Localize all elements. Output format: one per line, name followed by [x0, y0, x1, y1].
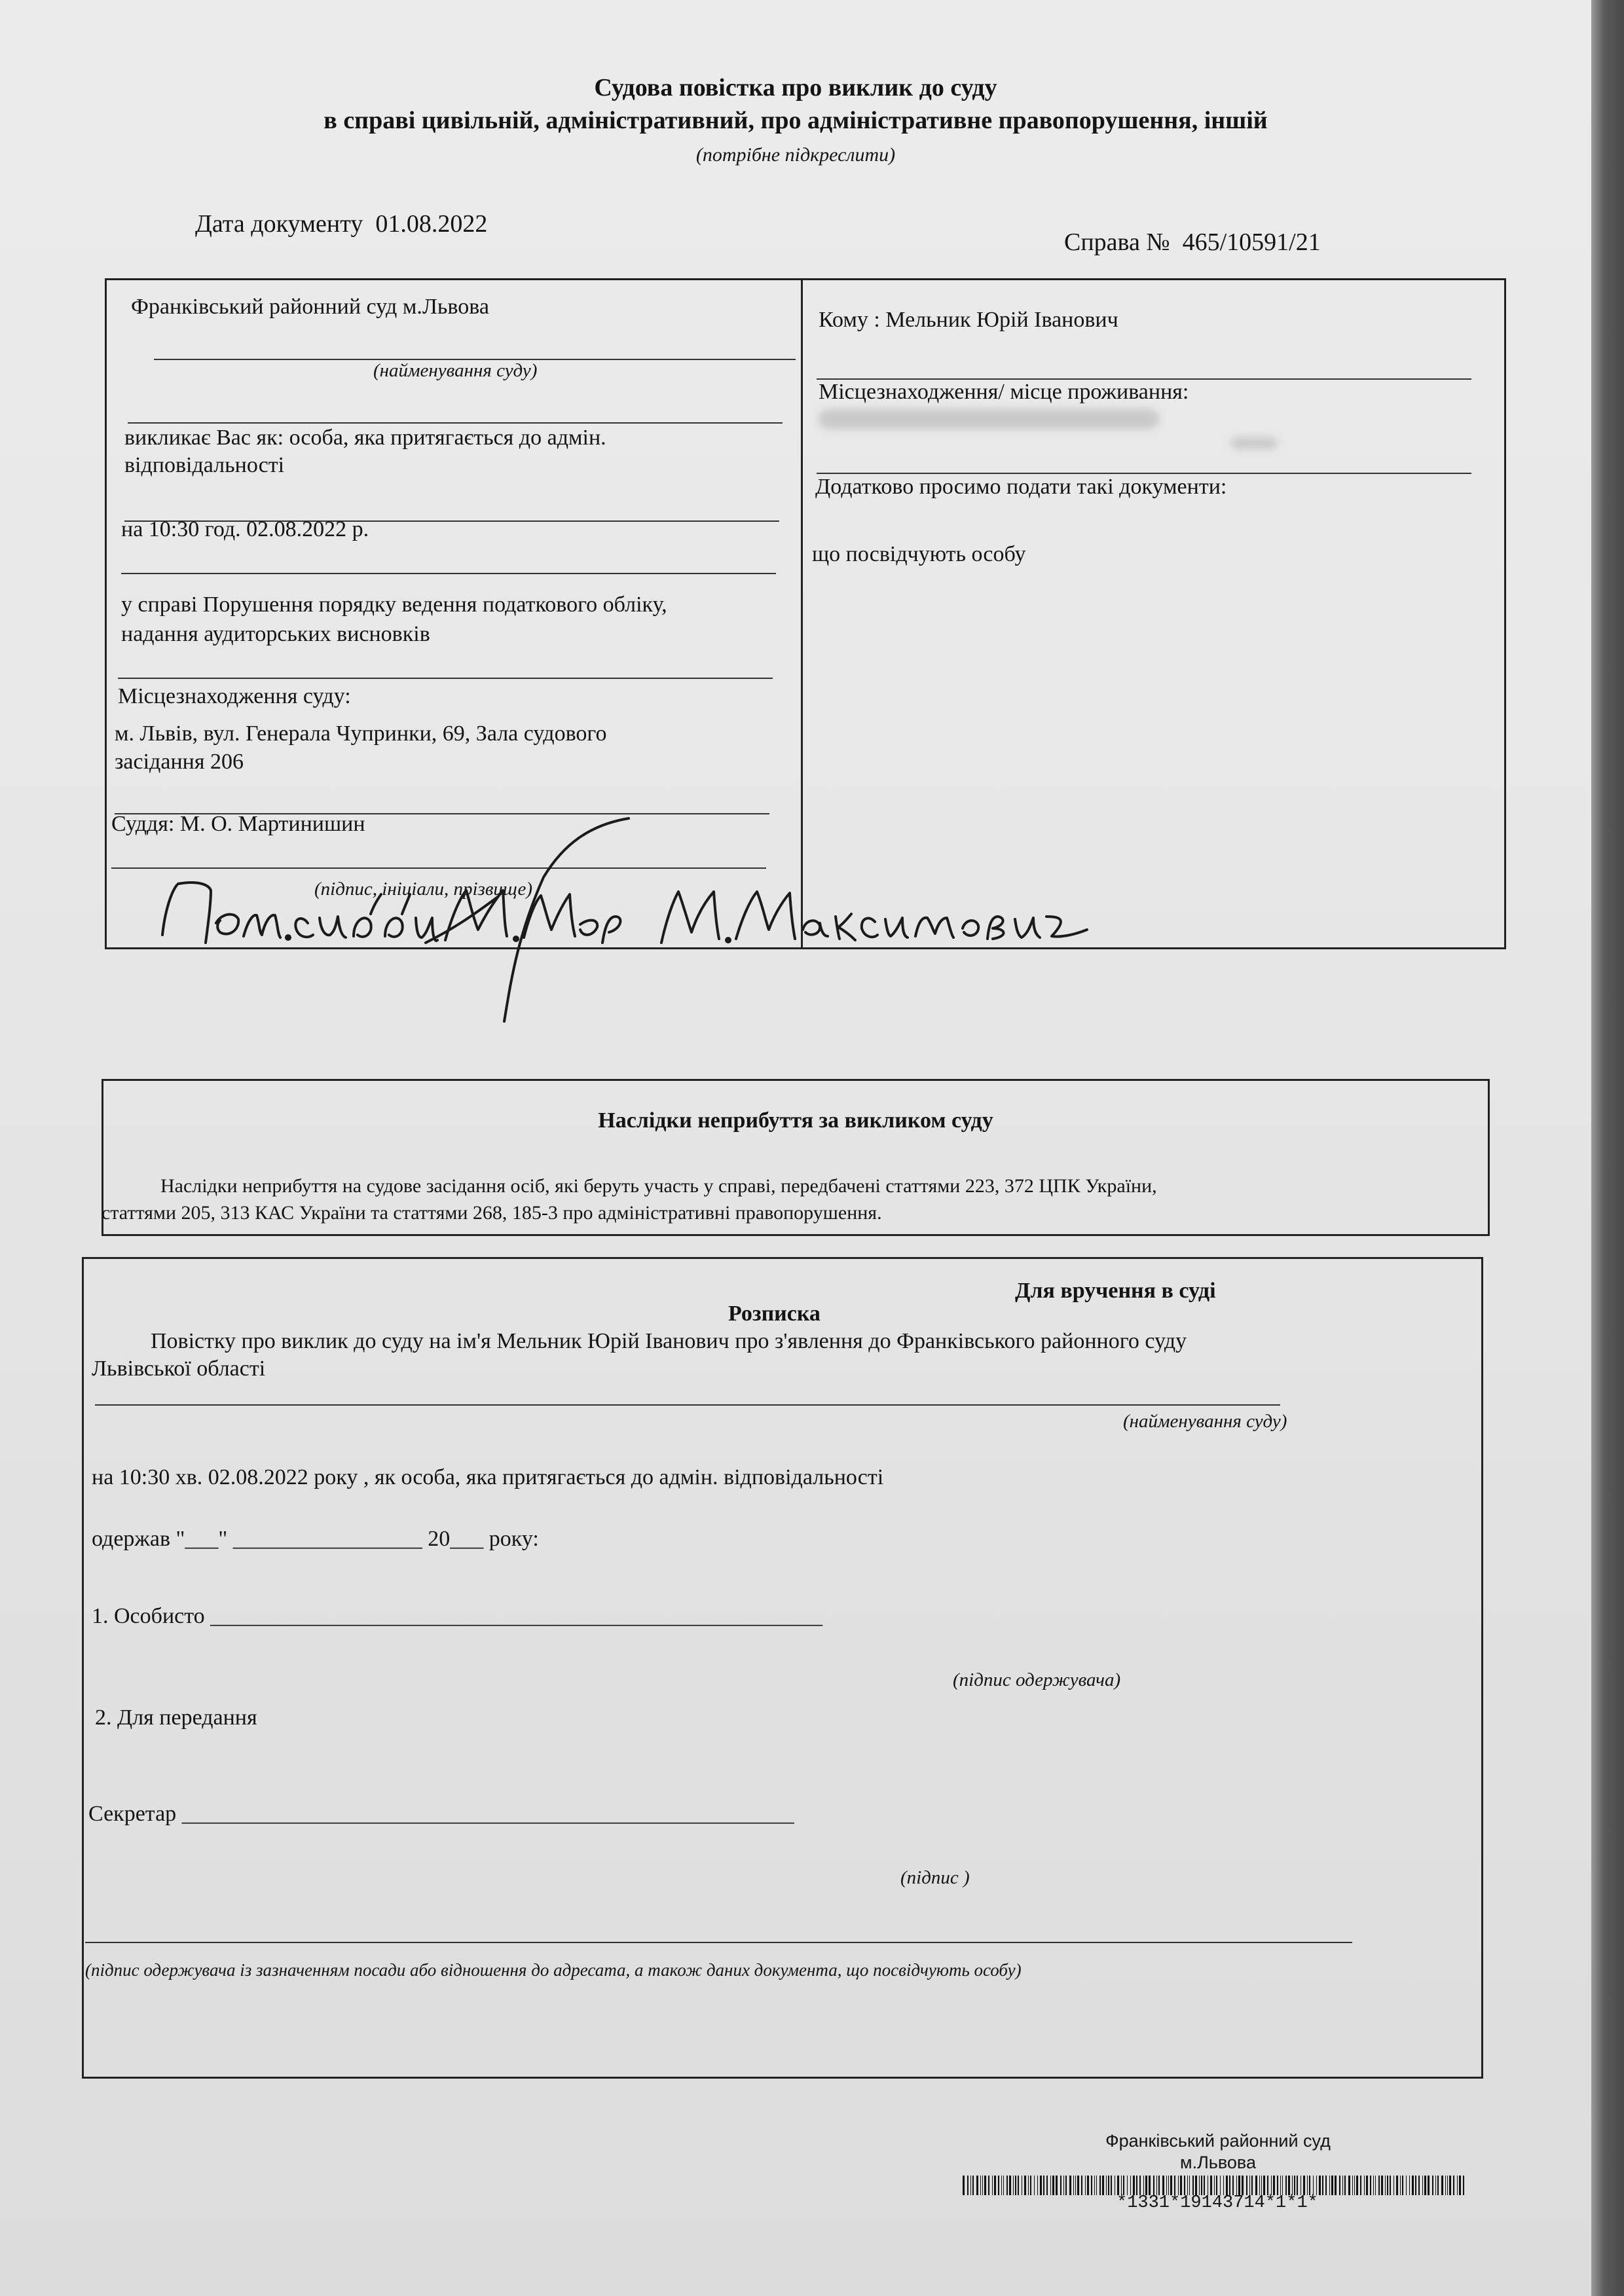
barcode-bar [994, 2176, 996, 2195]
barcode-bar [1013, 2176, 1014, 2195]
signature-caption: (підпис, ініціали, прізвище) [314, 879, 533, 900]
barcode-bar [1052, 2176, 1054, 2195]
barcode-bar [1216, 2176, 1217, 2195]
doc-date-value: 01.08.2022 [375, 210, 488, 238]
barcode-bar [1422, 2176, 1423, 2195]
extra-docs-value: що посвідчують особу [812, 542, 1026, 566]
barcode-bar [1329, 2176, 1330, 2195]
receipt-box [82, 1257, 1483, 2079]
barcode-bar [1255, 2176, 1257, 2195]
barcode-bar [1322, 2176, 1323, 2195]
barcode-bar [1226, 2176, 1228, 2195]
barcode-bar [1102, 2176, 1104, 2195]
barcode-bar [1375, 2176, 1376, 2195]
barcode-bar [1409, 2176, 1410, 2195]
barcode-bar [1111, 2176, 1112, 2195]
barcode-bar [1261, 2176, 1262, 2195]
barcode-bar [1170, 2176, 1172, 2195]
barcode-bar [1356, 2176, 1358, 2195]
barcode-bar [1145, 2176, 1147, 2195]
court-location-line1: м. Львів, вул. Генерала Чупринки, 69, Зала судового [115, 721, 607, 746]
barcode-bar [1285, 2176, 1287, 2195]
barcode-bar [1081, 2176, 1082, 2195]
receipt-text-line1: Повістку про виклик до суду на ім'я Мельник Юрій Іванович про з'явлення до Франківського районного суду [151, 1329, 1187, 1353]
barcode-bar [1156, 2176, 1157, 2195]
doc-date-label: Дата документу [195, 210, 363, 238]
barcode-bar [1441, 2176, 1443, 2195]
barcode-bar [1096, 2176, 1097, 2195]
barcode [963, 2176, 1467, 2195]
barcode-bar [1344, 2176, 1346, 2195]
barcode-bar [1050, 2176, 1051, 2195]
barcode-bar [1065, 2176, 1067, 2195]
barcode-bar [1158, 2176, 1160, 2195]
barcode-bar [1108, 2176, 1109, 2195]
barcode-bar [1273, 2176, 1275, 2195]
summon-role-line2: відповідальності [124, 453, 285, 477]
receipt-footer-caption: (підпис одержувача із зазначенням посади або відношення до адресата, а також даних документа, що посвідчують особу) [85, 1960, 1022, 1980]
secretary-line: Секретар _______________________________________________________ [88, 1802, 794, 1826]
barcode-bar [1210, 2176, 1212, 2195]
barcode-bar [980, 2176, 981, 2195]
barcode-bar [1015, 2176, 1016, 2195]
barcode-bar [1251, 2176, 1253, 2195]
barcode-bar [1378, 2176, 1380, 2195]
transfer-line: 2. Для передання [95, 1705, 257, 1730]
barcode-bar [1428, 2176, 1430, 2195]
barcode-bar [1127, 2176, 1128, 2195]
barcode-bar [1381, 2176, 1383, 2195]
barcode-bar [1006, 2176, 1008, 2195]
court-name: Франківський районний суд м.Львова [131, 295, 489, 319]
court-location-line2: засідання 206 [115, 750, 244, 774]
barcode-bar [1313, 2176, 1314, 2195]
barcode-bar [1204, 2176, 1205, 2195]
barcode-bar [1162, 2176, 1164, 2195]
summon-role-line1: викликає Вас як: особа, яка притягається до адмін. [124, 426, 606, 450]
receipt-court-caption: (найменування суду) [1123, 1411, 1287, 1432]
barcode-bar [1271, 2176, 1272, 2195]
barcode-bar [1009, 2176, 1011, 2195]
barcode-bar [1249, 2176, 1250, 2195]
barcode-bar [982, 2176, 983, 2195]
barcode-bar [1303, 2176, 1305, 2195]
barcode-bar [1133, 2176, 1135, 2195]
barcode-bar [1199, 2176, 1200, 2195]
barcode-bar [1282, 2176, 1283, 2195]
personal-signature-line: 1. Особисто _______________________________________________________ [92, 1604, 823, 1628]
barcode-bar [1139, 2176, 1141, 2195]
receipt-text-line2: Львівської області [92, 1357, 266, 1381]
barcode-bar [1459, 2176, 1461, 2195]
case-label: Справа № [1064, 228, 1170, 256]
barcode-bar [1242, 2176, 1244, 2195]
barcode-bar [1393, 2176, 1394, 2195]
case-subject-line2: надання аудиторських висновків [121, 622, 430, 646]
barcode-bar [1001, 2176, 1002, 2195]
barcode-bar [1418, 2176, 1420, 2195]
barcode-bar [1432, 2176, 1433, 2195]
barcode-bar [1201, 2176, 1202, 2195]
barcode-bar [1123, 2176, 1124, 2195]
barcode-bar [970, 2176, 971, 2195]
barcode-bar [963, 2176, 965, 2195]
barcode-bar [1319, 2176, 1321, 2195]
barcode-bar [1043, 2176, 1044, 2195]
barcode-bar [1316, 2176, 1317, 2195]
barcode-bar [1360, 2176, 1361, 2195]
barcode-bar [1040, 2176, 1042, 2195]
receipt-time-line: на 10:30 хв. 02.08.2022 року , як особа, яка притягається до адмін. відповідальності [92, 1465, 884, 1489]
barcode-bar [1309, 2176, 1310, 2195]
barcode-bar [1174, 2176, 1175, 2195]
barcode-bar [1435, 2176, 1436, 2195]
barcode-bar [967, 2176, 969, 2195]
barcode-bar [1453, 2176, 1454, 2195]
barcode-bar [1106, 2176, 1107, 2195]
barcode-court-city: м.Львова [1180, 2153, 1256, 2172]
barcode-bar [1238, 2176, 1240, 2195]
barcode-bar [972, 2176, 974, 2195]
received-date-line: одержав "___" _________________ 20___ року: [92, 1527, 539, 1551]
barcode-bar [1339, 2176, 1340, 2195]
barcode-bar [1060, 2176, 1061, 2195]
barcode-bar [1034, 2176, 1035, 2195]
case-value: 465/10591/21 [1182, 228, 1321, 256]
barcode-bar [1457, 2176, 1458, 2195]
barcode-bar [1402, 2176, 1403, 2195]
barcode-bar [1232, 2176, 1234, 2195]
barcode-bar [1195, 2176, 1197, 2195]
barcode-bar [1094, 2176, 1095, 2195]
barcode-bar [1024, 2176, 1026, 2195]
underline-note: (потрібне підкреслити) [695, 144, 896, 166]
barcode-bar [1187, 2176, 1188, 2195]
barcode-bar [1168, 2176, 1169, 2195]
barcode-bar [1267, 2176, 1268, 2195]
barcode-bar [1046, 2176, 1048, 2195]
barcode-bar [1396, 2176, 1398, 2195]
barcode-bar [1075, 2176, 1076, 2195]
barcode-bar [1331, 2176, 1333, 2195]
barcode-bar [1325, 2176, 1327, 2195]
barcode-bar [1348, 2176, 1350, 2195]
court-location-label: Місцезнаходження суду: [118, 684, 351, 708]
court-caption: (найменування суду) [373, 360, 538, 381]
barcode-bar [1400, 2176, 1401, 2195]
secretary-caption: (підпис ) [900, 1867, 970, 1888]
barcode-bar [1220, 2176, 1221, 2195]
barcode-bar [1259, 2176, 1260, 2195]
barcode-bar [1366, 2176, 1368, 2195]
barcode-bar [1294, 2176, 1295, 2195]
extra-docs-label: Додатково просимо подати такі документи: [815, 475, 1227, 499]
barcode-bar [1063, 2176, 1064, 2195]
barcode-bar [1352, 2176, 1353, 2195]
consequences-text-line1: Наслідки неприбуття на судове засідання осіб, які беруть участь у справі, передбачені статтями 223, 372 ЦПК України, [160, 1175, 1157, 1197]
barcode-bar [1091, 2176, 1092, 2195]
barcode-bar [1370, 2176, 1371, 2195]
barcode-bar [1130, 2176, 1131, 2195]
barcode-bar [988, 2176, 989, 2195]
barcode-bar [1121, 2176, 1122, 2195]
recipient: Кому : Мельник Юрій Іванович [819, 308, 1118, 332]
barcode-bar [1149, 2176, 1151, 2195]
barcode-bar [1288, 2176, 1290, 2195]
barcode-bar [1449, 2176, 1451, 2195]
personal-signature-caption: (підпис одержувача) [953, 1669, 1121, 1690]
barcode-bar [1292, 2176, 1293, 2195]
barcode-bar [1180, 2176, 1182, 2195]
barcode-bar [1307, 2176, 1308, 2195]
barcode-bar [1184, 2176, 1185, 2195]
consequences-title: Наслідки неприбуття за викликом суду [598, 1108, 993, 1133]
barcode-bar [1387, 2176, 1388, 2195]
consequences-text-line2: статтями 205, 313 КАС України та статтями 268, 185-3 про адміністративні правопорушення. [101, 1202, 882, 1224]
barcode-bar [1412, 2176, 1414, 2195]
barcode-bar [1335, 2176, 1337, 2195]
barcode-bar [992, 2176, 993, 2195]
judge-name: Суддя: М. О. Мартинишин [111, 812, 365, 836]
hearing-time: на 10:30 год. 02.08.2022 р. [121, 517, 369, 541]
barcode-bar [1390, 2176, 1391, 2195]
barcode-bar [1223, 2176, 1224, 2195]
barcode-bar [1037, 2176, 1038, 2195]
barcode-bar [1364, 2176, 1365, 2195]
barcode-bar [1277, 2176, 1278, 2195]
barcode-bar [1463, 2176, 1464, 2195]
barcode-bar [1143, 2176, 1144, 2195]
barcode-bar [1354, 2176, 1355, 2195]
barcode-bar [1236, 2176, 1237, 2195]
barcode-bar [1030, 2176, 1031, 2195]
barcode-bar [1297, 2176, 1298, 2195]
barcode-number: *1331*19143714*1*1* [1116, 2193, 1318, 2213]
barcode-bar [1447, 2176, 1448, 2195]
barcode-bar [984, 2176, 986, 2195]
barcode-bar [1099, 2176, 1101, 2195]
barcode-bar [1373, 2176, 1374, 2195]
barcode-bar [1056, 2176, 1058, 2195]
barcode-bar [1087, 2176, 1089, 2195]
barcode-bar [1246, 2176, 1247, 2195]
barcode-bar [1342, 2176, 1343, 2195]
barcode-bar [1018, 2176, 1019, 2195]
barcode-bar [1415, 2176, 1416, 2195]
barcode-bar [1028, 2176, 1029, 2195]
barcode-bar [1229, 2176, 1230, 2195]
barcode-bar [1385, 2176, 1386, 2195]
case-subject-line1: у справі Порушення порядку ведення податкового обліку, [121, 592, 667, 617]
barcode-bar [1166, 2176, 1167, 2195]
barcode-bar [1437, 2176, 1439, 2195]
document-title: Судова повістка про виклик до суду [594, 74, 997, 101]
barcode-bar [1003, 2176, 1004, 2195]
barcode-bar [1085, 2176, 1086, 2195]
barcode-bar [1424, 2176, 1426, 2195]
barcode-bar [1077, 2176, 1079, 2195]
barcode-bar [1117, 2176, 1119, 2195]
for-court-label: Для вручення в суді [1015, 1279, 1216, 1303]
barcode-bar [1280, 2176, 1281, 2195]
barcode-bar [1192, 2176, 1194, 2195]
barcode-bar [1214, 2176, 1215, 2195]
barcode-bar [1136, 2176, 1137, 2195]
barcode-bar [1263, 2176, 1265, 2195]
barcode-bar [998, 2176, 999, 2195]
barcode-court-name: Франківський районний суд [1105, 2131, 1331, 2151]
barcode-bar [1445, 2176, 1446, 2195]
residence-label: Місцезнаходження/ місце проживання: [819, 380, 1189, 404]
barcode-bar [1189, 2176, 1190, 2195]
barcode-bar [1178, 2176, 1179, 2195]
rule [85, 1942, 1352, 1943]
scanner-edge [1591, 0, 1624, 2296]
barcode-bar [1069, 2176, 1071, 2195]
rule [95, 1404, 1280, 1406]
barcode-bar [1073, 2176, 1074, 2195]
barcode-bar [976, 2176, 978, 2195]
receipt-title: Розписка [728, 1302, 821, 1326]
document-subtitle: в справі цивільній, адміністративний, про адміністративне правопорушення, іншій [323, 107, 1268, 134]
barcode-bar [1153, 2176, 1154, 2195]
barcode-bar [1406, 2176, 1407, 2195]
